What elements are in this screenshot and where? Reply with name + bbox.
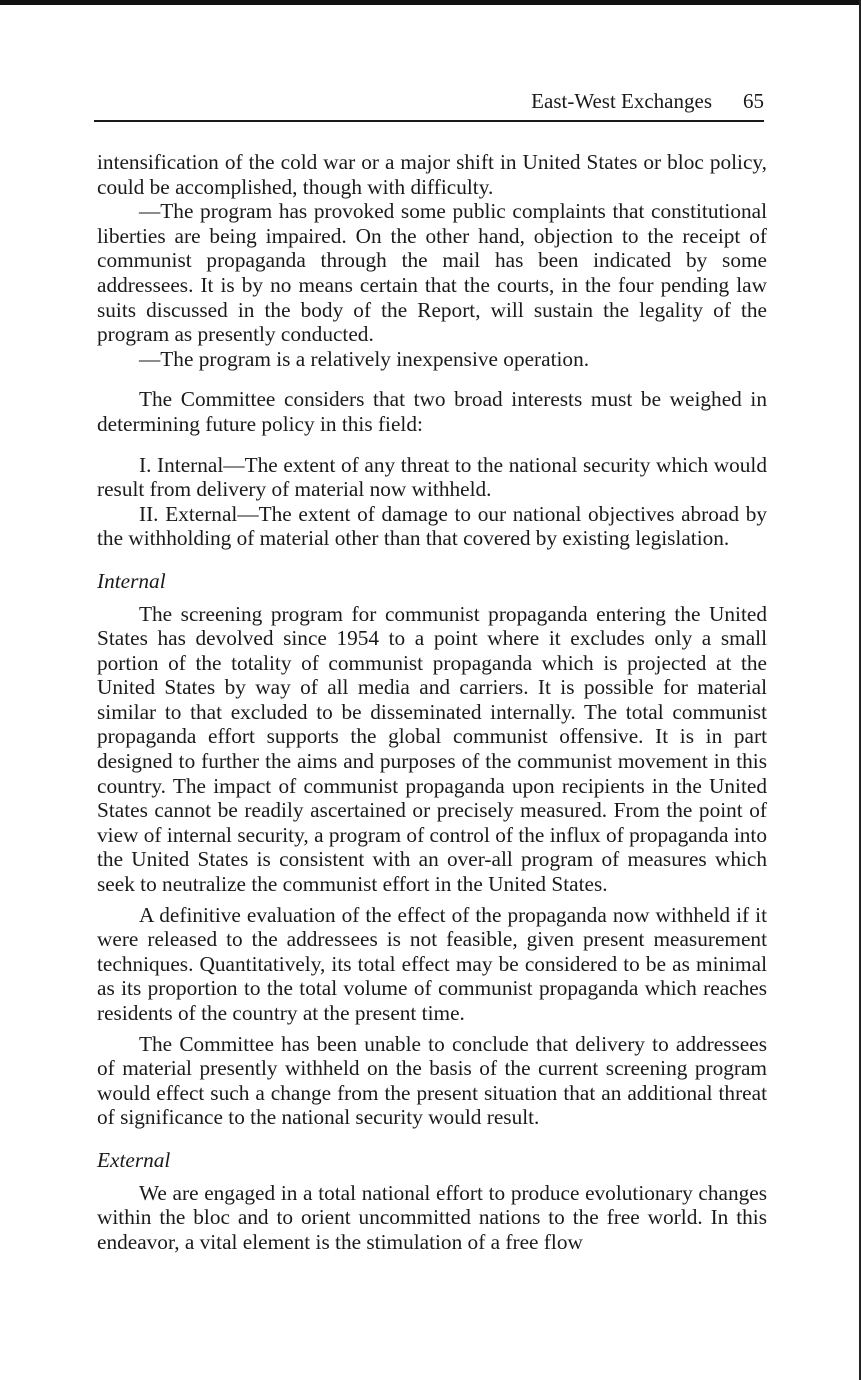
paragraph-inexpensive: —The program is a relatively inexpensive operation. [139,346,590,371]
page-number: 65 [743,89,764,113]
paragraph-national-effort: We are engaged in a total national effort to produce evolutionary changes within the bloc and to orient uncommitted nations to the free world. In this endeavor, a vital element is the stimulation of a free flow [97,1180,767,1254]
paragraph-two-interests: The Committee considers that two broad interests must be weighed in determining future policy in this field: [97,387,767,436]
paragraph-continued: intensification of the cold war or a major shift in United States or bloc policy, could be accomplished, though with difficulty. [97,150,767,199]
section-heading-external: External [97,1147,171,1172]
scan-edge-top [0,0,861,5]
paragraph-screening-program: The screening program for communist propaganda entering the United States has devolved since 1954 to a point where it excludes only a small portion of the totality of communist propaganda which is projected at the United States by way of all media and carriers. It is possible for material similar to that excluded to be disseminated internally. The total communist propaganda effort supports the global communist offensive. It is in part designed to further the aims and purposes of the communist movement in this country. The impact of communist propaganda upon recipients in the United States cannot be readily ascertained or precisely measured. From the point of view of internal security, a program of control of the influx of propaganda into the United States is consistent with an over-all program of measures which seek to neutralize the communist effort in the United States. [97,601,767,897]
list-item-internal: I. Internal—The extent of any threat to the national security which would result from delivery of material now withheld. [97,452,767,502]
section-heading-internal: Internal [97,568,166,593]
list-item-external: II. External—The extent of damage to our national objectives abroad by the withholding of material other than that covered by existing legislation. [97,501,767,551]
running-head [94,88,764,122]
paragraph-complaints: —The program has provoked some public complaints that constitutional liberties are being impaired. On the other hand, objection to the receipt of communist propaganda through the mail has been indicated by some addressees. It is by no means certain that the courts, in the four pending law suits discussed in the body of the Report, will sustain the legality of the program as presently conducted. [97,199,767,347]
running-head-title: East-West Exchanges [531,89,712,113]
paragraph-committee-conclusion: The Committee has been unable to conclude that delivery to addressees of material presently withheld on the basis of the current screening program would effect such a change from the present situation that an additional threat of significance to the national security would result. [97,1031,767,1130]
body-text [97,150,767,1254]
paragraph-definitive-evaluation: A definitive evaluation of the effect of the propaganda now withheld if it were released to the addressees is not feasible, given present measurement techniques. Quantitatively, its total effect may be considered to be as minimal as its proportion to the total volume of communist propaganda which reaches residents of the country at the present time. [97,902,767,1025]
